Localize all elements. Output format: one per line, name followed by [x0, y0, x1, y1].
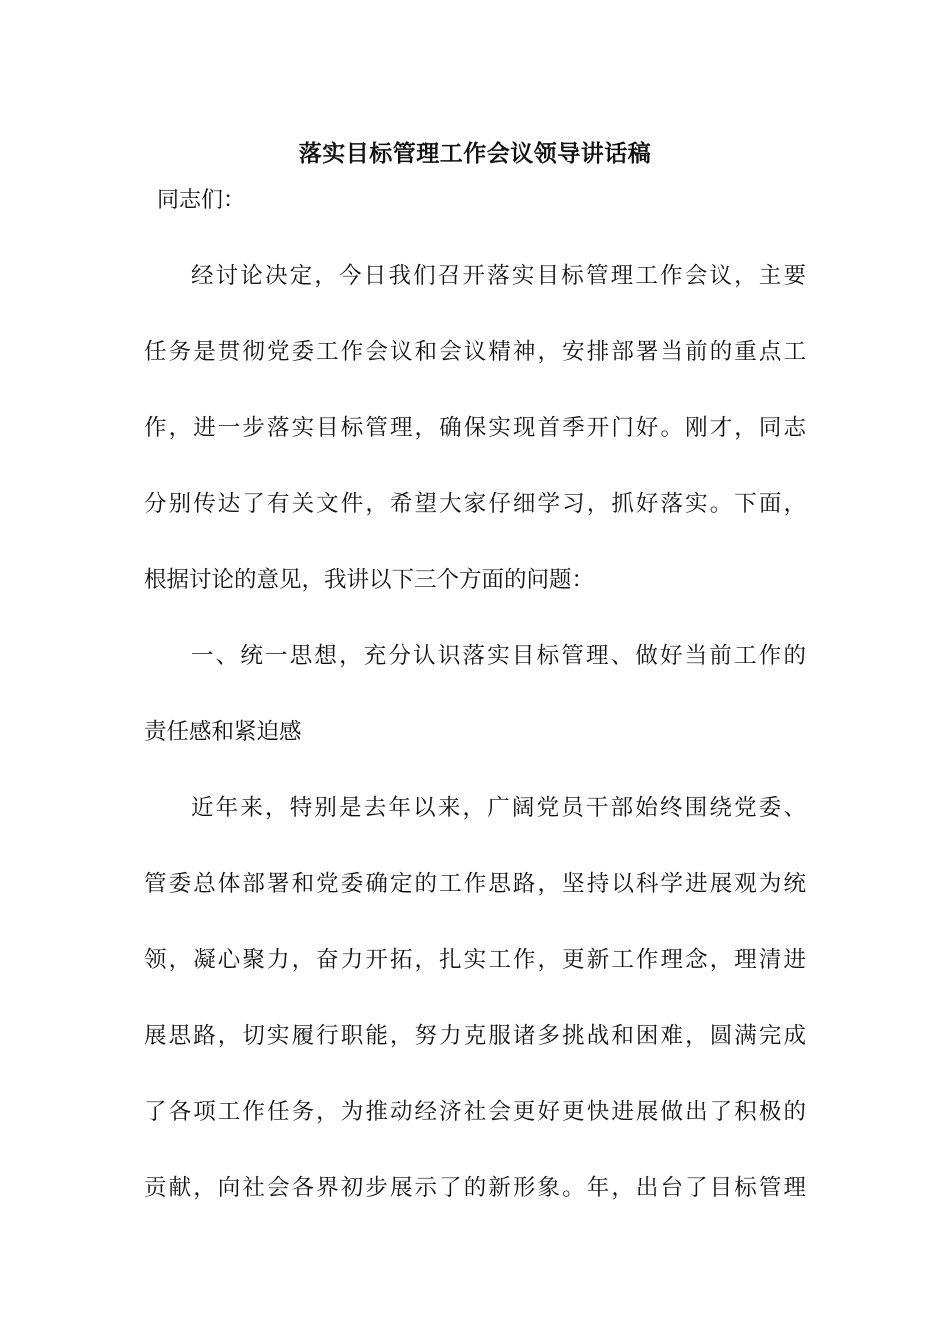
section-heading-line-2: 责任感和紧迫感	[144, 719, 302, 745]
paragraph-2-line-4: 展思路，切实履行职能，努力克服诸多挑战和困难，圆满完成	[144, 1023, 806, 1049]
paragraph-1-line-5: 根据讨论的意见，我讲以下三个方面的问题：	[144, 567, 595, 593]
paragraph-1-line-4: 分别传达了有关文件，希望大家仔细学习，抓好落实。下面，	[144, 491, 806, 517]
section-heading-line-1: 一、统一思想，充分认识落实目标管理、做好当前工作的	[191, 643, 806, 669]
document-title: 落实目标管理工作会议领导讲话稿	[298, 140, 652, 167]
paragraph-1-line-1: 经讨论决定，今日我们召开落实目标管理工作会议，主要	[191, 263, 806, 289]
paragraph-1-line-3: 作，进一步落实目标管理，确保实现首季开门好。刚才，同志	[144, 415, 806, 441]
paragraph-2-line-6: 贡献，向社会各界初步展示了的新形象。年，出台了目标管理	[144, 1175, 806, 1201]
document-body	[144, 257, 806, 1245]
paragraph-2-line-2: 管委总体部署和党委确定的工作思路，坚持以科学进展观为统	[144, 871, 806, 897]
salutation: 同志们：	[157, 188, 246, 213]
paragraph-2-line-3: 领，凝心聚力，奋力开拓，扎实工作，更新工作理念，理清进	[144, 947, 806, 973]
paragraph-1-line-2: 任务是贯彻党委工作会议和会议精神，安排部署当前的重点工	[144, 339, 806, 365]
paragraph-2-line-1: 近年来，特别是去年以来，广阔党员干部始终围绕党委、	[191, 795, 806, 821]
paragraph-2-line-5: 了各项工作任务，为推动经济社会更好更快进展做出了积极的	[144, 1099, 806, 1125]
